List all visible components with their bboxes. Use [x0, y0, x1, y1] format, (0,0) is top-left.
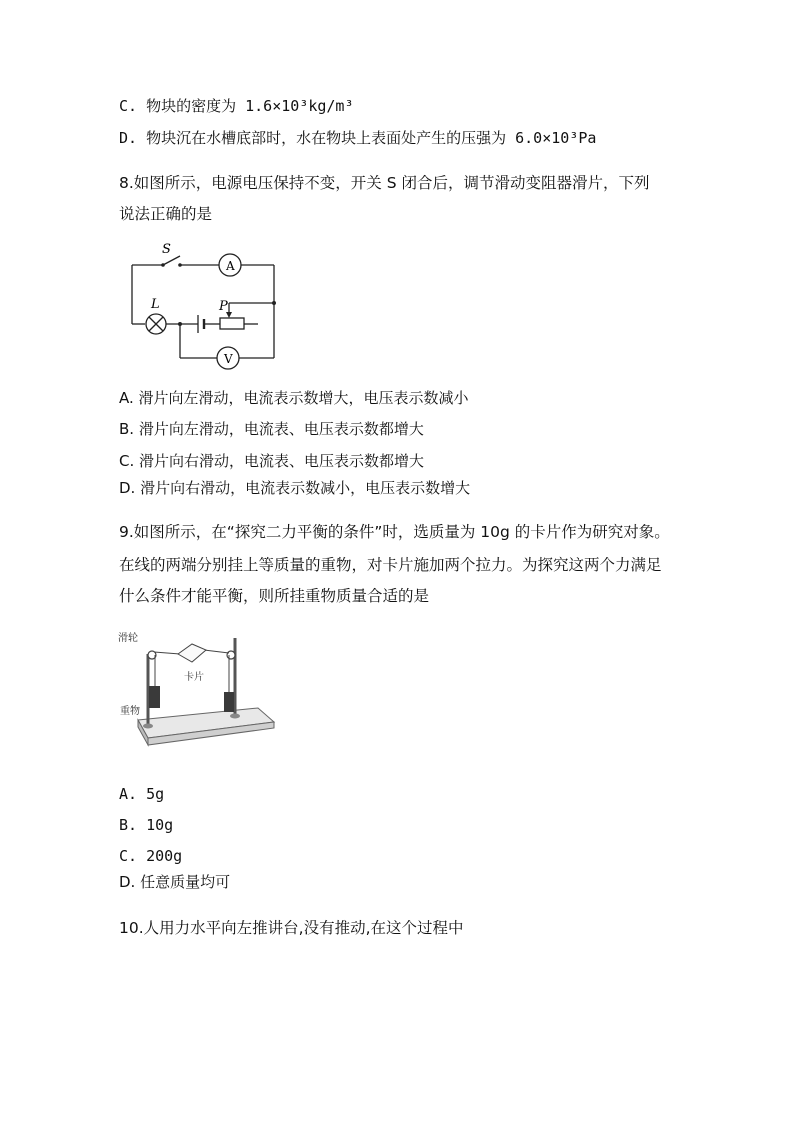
rheostat-body [220, 318, 244, 329]
label-pulley: 滑轮 [118, 633, 138, 644]
q9-option-c: C. 200g [119, 847, 183, 865]
label-weight: 重物 [120, 706, 140, 717]
q9-stem-line3: 什么条件才能平衡，则所挂重物质量合适的是 [119, 587, 430, 605]
q9-balance-apparatus-figure [118, 628, 278, 748]
q9-option-d: D. 任意质量均可 [119, 873, 231, 891]
option-d-prev: D. 物块沉在水槽底部时，水在物块上表面处产生的压强为 6.0×10³Pa [119, 129, 597, 147]
ammeter-label-a: A [226, 259, 235, 273]
card [178, 644, 206, 662]
q8-option-b: B. 滑片向左滑动，电流表、电压表示数都增大 [119, 420, 424, 438]
q8-option-a: A. 滑片向左滑动，电流表示数增大，电压表示数减小 [119, 389, 469, 407]
option-c-prev: C. 物块的密度为 1.6×10³kg/m³ [119, 97, 354, 115]
slider-label-p: P [219, 299, 228, 314]
q8-circuit-diagram [118, 240, 288, 375]
q8-stem-line1: 8.如图所示，电源电压保持不变，开关 S 闭合后，调节滑动变阻器滑片，下列 [119, 174, 650, 192]
q9-stem-line1: 9.如图所示，在“探究二力平衡的条件”时，选质量为 10g 的卡片作为研究对象。 [119, 523, 670, 541]
switch-label-s: S [162, 242, 171, 257]
switch-blade [163, 256, 180, 265]
q8-option-d: D. 滑片向右滑动，电流表示数减小，电压表示数增大 [119, 479, 471, 497]
q9-option-a: A. 5g [119, 785, 165, 803]
right-pulley [227, 651, 235, 659]
q10-stem-line1: 10.人用力水平向左推讲台,没有推动,在这个过程中 [119, 919, 464, 937]
q8-option-c: C. 滑片向右滑动，电流表、电压表示数都增大 [119, 452, 425, 470]
q9-option-b: B. 10g [119, 816, 174, 834]
q9-stem-line2: 在线的两端分别挂上等质量的重物，对卡片施加两个拉力。为探究这两个力满足 [119, 556, 662, 574]
q8-stem-line2: 说法正确的是 [119, 205, 213, 223]
right-weight [224, 692, 234, 712]
lamp-label-l: L [151, 297, 160, 312]
label-card: 卡片 [184, 672, 204, 683]
voltmeter-label-v: V [224, 352, 233, 366]
left-weight [149, 686, 160, 708]
